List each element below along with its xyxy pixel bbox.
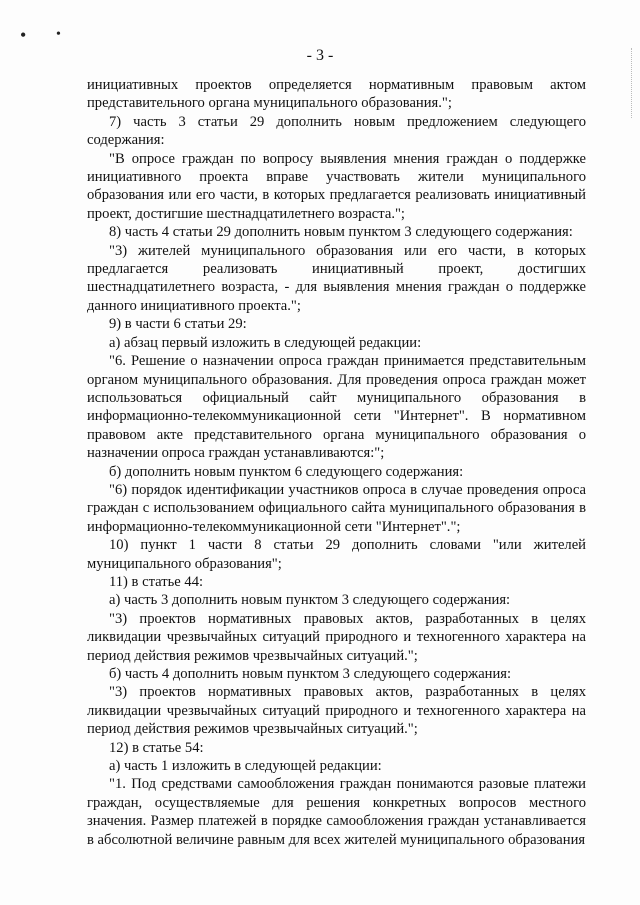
paragraph: "3) проектов нормативных правовых актов, разработанных в целях ликвидации чрезвычайных ситуаций природного и техногенного характера на период действия режимов чрезвычайных ситуаций."; — [87, 684, 586, 738]
scan-dot-mark: • — [56, 27, 61, 42]
paragraph: б) дополнить новым пунктом 6 следующего содержания: — [109, 463, 464, 480]
scan-dot-mark: • — [20, 25, 27, 45]
paragraph: "6. Решение о назначении опроса граждан принимается представительным органом муниципального образования. Для проведения опроса граждан может использоваться официальный сайт муниципального образования в информационно-телекоммуникационной сети "Интернет". В нормативном правовом акте представительного органа муниципального образования о назначении опроса граждан устанавливаются:"; — [87, 353, 586, 462]
paragraph: 12) в статье 54: — [109, 739, 204, 756]
paragraph: "1. Под средствами самообложения граждан понимаются разовые платежи граждан, осуществляемые для решения конкретных вопросов местного значения. Размер платежей в порядке самообложения граждан устанавливается в абсолютной величине равным для всех жителей муниципального образования — [87, 776, 586, 848]
paragraph: 8) часть 4 статьи 29 дополнить новым пунктом 3 следующего содержания: — [109, 224, 573, 241]
paragraph: а) часть 1 изложить в следующей редакции: — [109, 758, 382, 775]
paragraph: "6) порядок идентификации участников опроса в случае проведения опроса граждан с использованием официального сайта муниципального образования в информационно-телекоммуникационной сети "Интернет"."; — [87, 481, 586, 535]
paragraph: 9) в части 6 статьи 29: — [109, 316, 247, 333]
paragraph: 7) часть 3 статьи 29 дополнить новым предложением следующего содержания: — [87, 113, 586, 149]
page-number: - 3 - — [306, 47, 334, 64]
document-body — [87, 76, 586, 849]
paragraph: а) часть 3 дополнить новым пунктом 3 следующего содержания: — [109, 592, 511, 609]
paragraph: "В опросе граждан по вопросу выявления мнения граждан о поддержке инициативного проекта вправе участвовать жители муниципального образования или его части, в которых предлагается реализовать инициативный проект, достигшие шестнадцатилетнего возраста."; — [87, 150, 586, 222]
paragraph: инициативных проектов определяется нормативным правовым актом представительного органа муниципального образования."; — [87, 77, 586, 112]
paragraph: "3) жителей муниципального образования или его части, в которых предлагается реализовать инициативный проект, достигших шестнадцатилетнего возраста, - для выявления мнения граждан о поддержке данного инициативного проекта."; — [87, 242, 586, 314]
paragraph: а) абзац первый изложить в следующей редакции: — [109, 334, 422, 351]
paragraph: 10) пункт 1 части 8 статьи 29 дополнить словами "или жителей муниципального образования"; — [87, 537, 586, 572]
paragraph: б) часть 4 дополнить новым пунктом 3 следующего содержания: — [109, 666, 512, 682]
paragraph: "3) проектов нормативных правовых актов, разработанных в целях ликвидации чрезвычайных ситуаций природного и техногенного характера на период действия режимов чрезвычайных ситуаций."; — [87, 610, 586, 664]
paragraph: 11) в статье 44: — [109, 573, 204, 590]
